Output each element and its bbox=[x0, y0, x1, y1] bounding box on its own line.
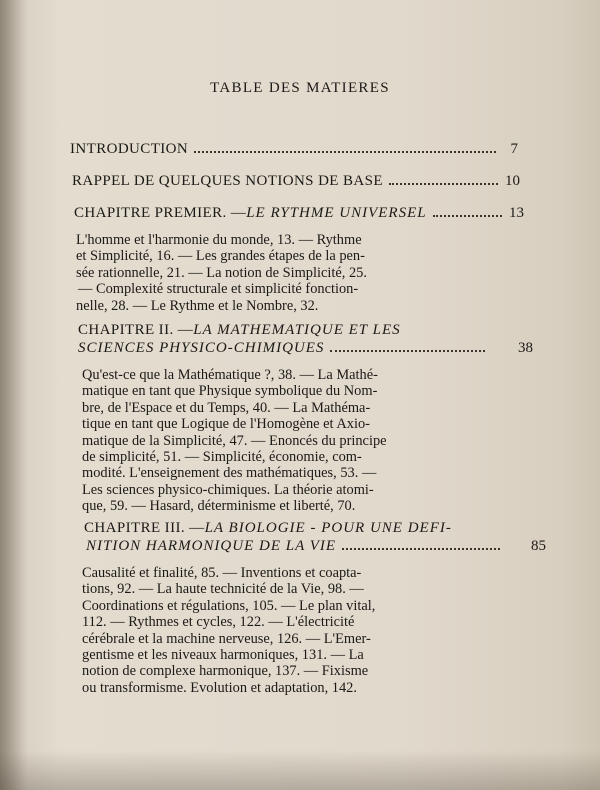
summary-line: matique en tant que Physique symbolique du Nom- bbox=[82, 383, 378, 400]
summary-line: Coordinations et régulations, 105. — Le plan vital, bbox=[82, 597, 376, 614]
entry-page: 10 bbox=[505, 173, 520, 189]
toc-entry-rappel bbox=[72, 173, 520, 190]
summary-line: modité. L'enseignement des mathématiques, 53. — bbox=[82, 465, 377, 482]
dot-leader bbox=[342, 548, 500, 550]
chapter-title-line1: LA BIOLOGIE - POUR UNE DEFI- bbox=[204, 520, 452, 536]
bottom-shadow bbox=[0, 750, 600, 790]
page-title: TABLE DES MATIERES bbox=[210, 80, 390, 96]
chapter-title: LE RYTHME UNIVERSEL bbox=[246, 205, 427, 221]
chapter-prefix: CHAPITRE II. — bbox=[78, 322, 194, 338]
summary-line: — Complexité structurale et simplicité fonction- bbox=[78, 281, 359, 298]
dot-leader bbox=[194, 151, 496, 153]
summary-line: matique de la Simplicité, 47. — Enoncés du principe bbox=[82, 432, 387, 449]
summary-line: tique en tant que Logique de l'Homogène et Axio- bbox=[82, 416, 370, 433]
entry-label: RAPPEL DE QUELQUES NOTIONS DE BASE bbox=[72, 173, 383, 189]
summary-line: ou transformisme. Evolution et adaptation, 142. bbox=[82, 679, 357, 696]
summary-line: notion de complexe harmonique, 137. — Fixisme bbox=[82, 663, 369, 680]
summary-line: tions, 92. — La haute technicité de la Vie, 98. — bbox=[82, 581, 364, 598]
summary-line: 112. — Rythmes et cycles, 122. — L'électricité bbox=[82, 614, 355, 631]
summary-line: que, 59. — Hasard, déterminisme et liberté, 70. bbox=[82, 498, 356, 515]
entry-page: 7 bbox=[510, 141, 518, 157]
entry-label: INTRODUCTION bbox=[70, 141, 189, 157]
summary-line: Causalité et finalité, 85. — Inventions et coapta- bbox=[82, 565, 362, 581]
dot-leader bbox=[433, 215, 502, 217]
toc-chapter-2 bbox=[78, 322, 533, 515]
dot-leader bbox=[330, 350, 485, 352]
summary-line: de simplicité, 51. — Simplicité, économie, com- bbox=[82, 449, 362, 466]
chapter-page: 13 bbox=[509, 205, 524, 221]
chapter-prefix: CHAPITRE III. — bbox=[84, 520, 205, 536]
summary-line: gentisme et les niveaux harmoniques, 131. — La bbox=[82, 647, 364, 664]
chapter-summary bbox=[82, 565, 502, 696]
chapter-prefix: CHAPITRE PREMIER. — bbox=[74, 205, 247, 221]
summary-line: cérébrale et la machine nerveuse, 126. — L'Emer- bbox=[82, 630, 371, 647]
toc-chapter-3 bbox=[84, 520, 546, 696]
dot-leader bbox=[389, 183, 498, 185]
toc-entry-introduction bbox=[70, 141, 518, 158]
summary-line: Les sciences physico-chimiques. La théorie atomi- bbox=[82, 481, 374, 498]
summary-line: nelle, 28. — Le Rythme et le Nombre, 32. bbox=[76, 297, 319, 314]
chapter-title-line1: LA MATHEMATIQUE ET LES bbox=[193, 322, 401, 338]
summary-line: bre, de l'Espace et du Temps, 40. — La Mathéma- bbox=[82, 399, 371, 416]
spine-shadow bbox=[0, 0, 28, 790]
summary-line: et Simplicité, 16. — Les grandes étapes de la pen- bbox=[76, 248, 365, 265]
toc-chapter-1 bbox=[74, 205, 524, 314]
summary-line: sée rationnelle, 21. — La notion de Simplicité, 25. bbox=[76, 264, 367, 281]
chapter-page: 85 bbox=[531, 538, 546, 554]
summary-line: Qu'est-ce que la Mathématique ?, 38. — La Mathé- bbox=[82, 367, 378, 383]
summary-line: L'homme et l'harmonie du monde, 13. — Rythme bbox=[76, 232, 362, 248]
chapter-summary bbox=[82, 367, 500, 515]
chapter-summary bbox=[76, 232, 496, 314]
chapter-title-line2: SCIENCES PHYSICO-CHIMIQUES bbox=[78, 340, 325, 356]
chapter-title-line2: NITION HARMONIQUE DE LA VIE bbox=[86, 538, 337, 554]
chapter-page: 38 bbox=[518, 340, 533, 356]
